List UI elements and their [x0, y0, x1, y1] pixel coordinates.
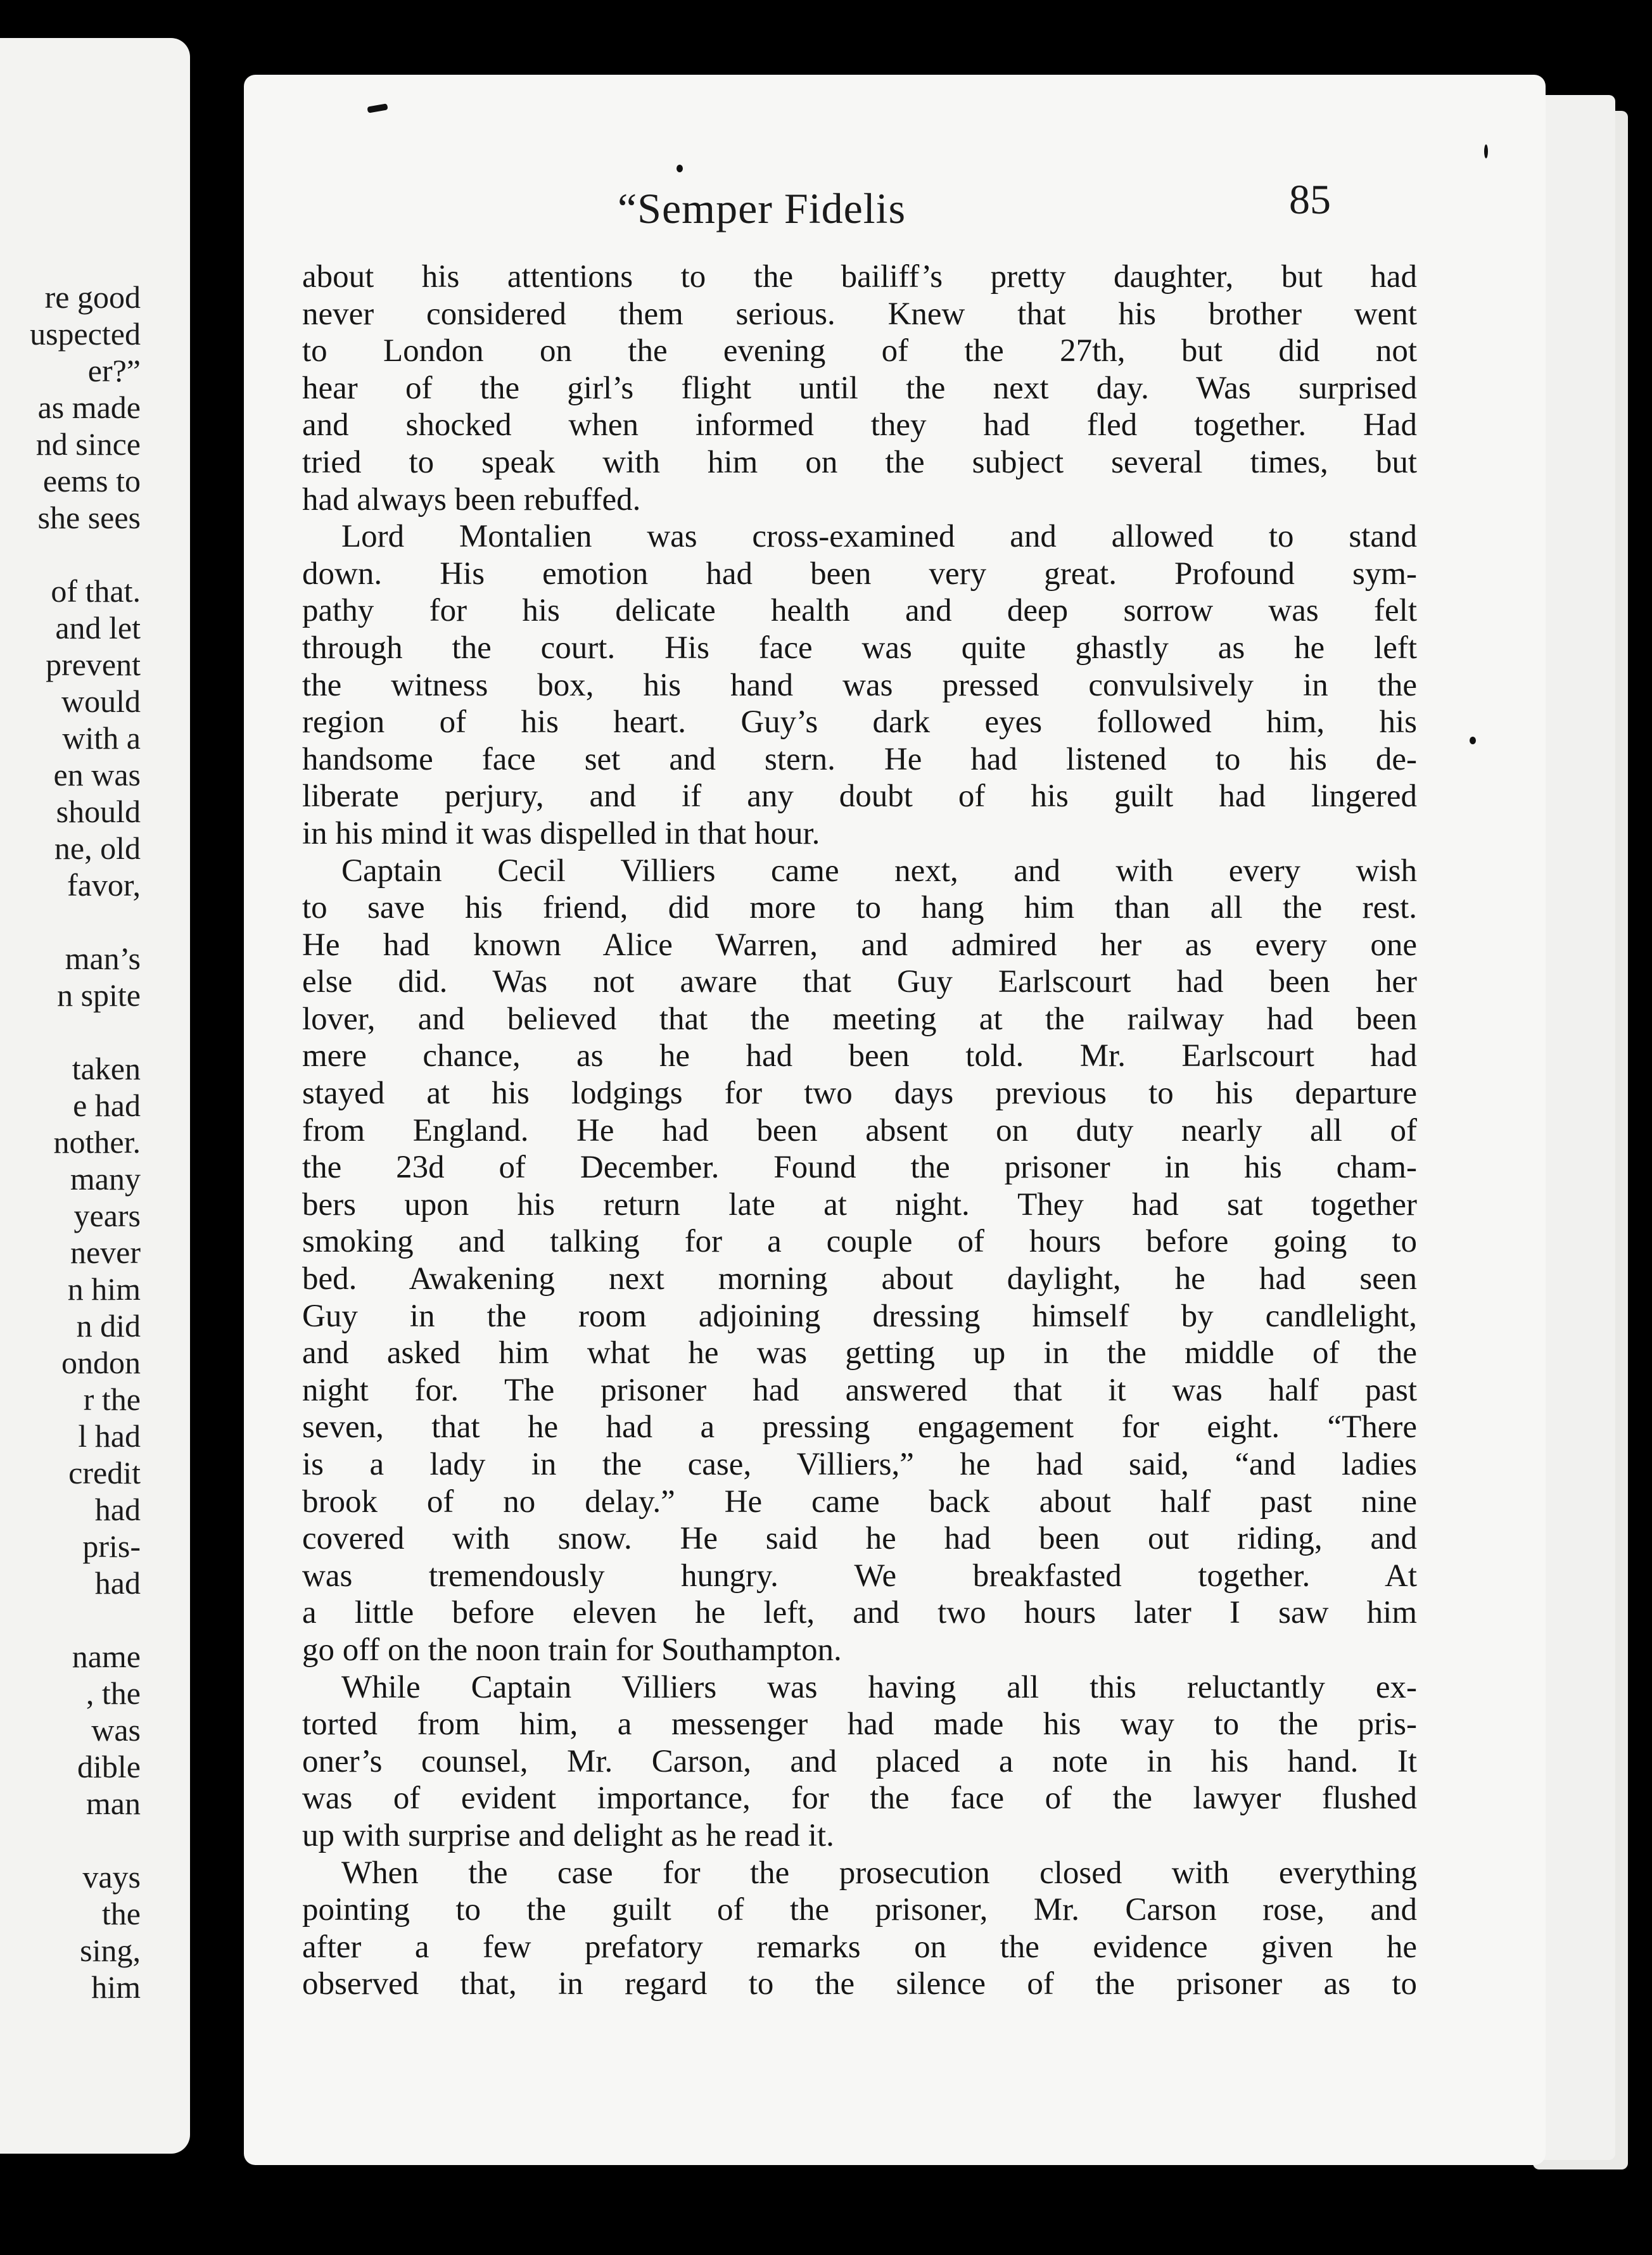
text-line: stayed at his lodgings for two days previous to his departure	[302, 1076, 1417, 1112]
text-line: to London on the evening of the 27th, but did not	[302, 333, 1417, 369]
previous-page-line: she sees	[37, 500, 141, 535]
previous-page-line: e had	[73, 1088, 141, 1123]
text-line: go off on the noon train for Southampton.	[302, 1632, 842, 1668]
previous-page-line: and let	[55, 610, 141, 645]
text-line: from England. He had been absent on duty nearly all of	[302, 1112, 1417, 1148]
text-line: bed. Awakening next morning about daylight, he had seen	[302, 1261, 1417, 1297]
book-gutter	[190, 38, 234, 2154]
previous-page-line: uspected	[30, 316, 141, 352]
text-line: Guy in the room adjoining dressing himself by candlelight,	[302, 1298, 1417, 1334]
ink-mark	[367, 103, 388, 113]
previous-page-line: en was	[53, 757, 141, 792]
text-line: torted from him, a messenger had made his way to the pris-	[302, 1706, 1417, 1743]
previous-page-line: pris-	[82, 1528, 141, 1564]
text-line: night for. The prisoner had answered that it was half past	[302, 1372, 1417, 1408]
text-line: He had known Alice Warren, and admired her as every one	[302, 927, 1417, 963]
previous-page-line: sing,	[80, 1933, 141, 1968]
text-line: Captain Cecil Villiers came next, and with every wish	[341, 853, 1417, 889]
previous-page-line: as made	[37, 390, 141, 425]
book-page	[244, 75, 1546, 2165]
previous-page-line: never	[70, 1235, 141, 1270]
previous-page-line: , the	[86, 1675, 141, 1711]
previous-page-line: l had	[78, 1418, 141, 1454]
text-line: a little before eleven he left, and two hours later I saw him	[302, 1595, 1417, 1631]
previous-page-line: favor,	[67, 867, 141, 903]
text-line: to save his friend, did more to hang him than all the rest.	[302, 890, 1417, 926]
previous-page-line: years	[73, 1198, 141, 1233]
previous-page-line: r the	[83, 1382, 141, 1417]
previous-page-line: credit	[68, 1455, 141, 1490]
previous-page-line: man’s	[65, 941, 141, 976]
text-line: lover, and believed that the meeting at the railway had been	[302, 1001, 1417, 1037]
ink-dot	[1470, 737, 1476, 744]
text-line: While Captain Villiers was having all this reluctantly ex-	[341, 1669, 1417, 1705]
text-line: about his attentions to the bailiff’s pretty daughter, but had	[302, 259, 1417, 295]
text-line: brook of no delay.” He came back about half past nine	[302, 1483, 1417, 1520]
text-line: pathy for his delicate health and deep sorrow was felt	[302, 593, 1417, 629]
text-line: was tremendously hungry. We breakfasted together. At	[302, 1558, 1417, 1594]
previous-page-line: had	[94, 1565, 141, 1601]
previous-page-line: re good	[44, 279, 141, 315]
text-line: through the court. His face was quite ghastly as he left	[302, 630, 1417, 666]
previous-page-line: should	[56, 794, 141, 829]
text-line: and shocked when informed they had fled together. Had	[302, 407, 1417, 443]
previous-page-line: name	[72, 1639, 141, 1674]
text-line: Lord Montalien was cross-examined and allowed to stand	[341, 519, 1417, 555]
text-line: after a few prefatory remarks on the evidence given he	[302, 1929, 1417, 1965]
text-line: and asked him what he was getting up in the middle of the	[302, 1335, 1417, 1371]
text-line: else did. Was not aware that Guy Earlscourt had been her	[302, 964, 1417, 1000]
running-head: “Semper Fidelis	[618, 184, 906, 232]
text-line: handsome face set and stern. He had listened to his de-	[302, 741, 1417, 777]
previous-page-line: n him	[67, 1271, 141, 1307]
text-line: is a lady in the case, Villiers,” he had said, “and ladies	[302, 1447, 1417, 1482]
previous-page-line: vays	[82, 1859, 141, 1895]
previous-page-line: with a	[62, 720, 141, 756]
ink-dot	[677, 165, 683, 172]
previous-page-line: many	[70, 1161, 141, 1197]
text-line: region of his heart. Guy’s dark eyes followed him, his	[302, 704, 1417, 740]
previous-page-line: would	[61, 683, 141, 719]
previous-page-line: had	[94, 1492, 141, 1527]
text-line: seven, that he had a pressing engagement for eight. “There	[302, 1409, 1417, 1445]
text-line: was of evident importance, for the face of the lawyer flushed	[302, 1781, 1417, 1817]
previous-page-line: eems to	[42, 463, 141, 499]
text-line: When the case for the prosecution closed with everything	[341, 1855, 1417, 1891]
text-line: tried to speak with him on the subject several times, but	[302, 444, 1417, 480]
previous-page-line: of that.	[51, 573, 141, 609]
text-line: smoking and talking for a couple of hours before going to	[302, 1224, 1417, 1260]
previous-page-line: ne, old	[54, 830, 141, 866]
previous-page-line: nother.	[53, 1124, 141, 1160]
text-line: in his mind it was dispelled in that hour.	[302, 815, 820, 851]
text-line: liberate perjury, and if any doubt of his guilt had lingered	[302, 778, 1417, 815]
previous-page	[0, 38, 190, 2154]
text-line: oner’s counsel, Mr. Carson, and placed a note in his hand. It	[302, 1743, 1417, 1779]
text-line: mere chance, as he had been told. Mr. Earlscourt had	[302, 1038, 1417, 1074]
text-line: had always been rebuffed.	[302, 481, 641, 518]
text-line: the 23d of December. Found the prisoner in his cham-	[302, 1150, 1417, 1186]
previous-page-line: prevent	[46, 647, 141, 682]
page-header	[244, 177, 1546, 241]
text-line: covered with snow. He said he had been out riding, and	[302, 1521, 1417, 1557]
previous-page-line: dible	[77, 1749, 141, 1784]
body-text	[302, 258, 1417, 2003]
previous-page-line: nd since	[35, 426, 141, 462]
previous-page-line: taken	[72, 1051, 141, 1086]
previous-page-line: n did	[76, 1308, 141, 1343]
text-line: hear of the girl’s flight until the next day. Was surprised	[302, 370, 1417, 406]
text-line: observed that, in regard to the silence of the prisoner as to	[302, 1966, 1417, 2002]
text-line: bers upon his return late at night. They had sat together	[302, 1186, 1417, 1223]
previous-page-line: was	[91, 1712, 141, 1748]
previous-page-line: ondon	[61, 1345, 141, 1380]
previous-page-line: er?”	[87, 353, 141, 388]
previous-page-line: him	[91, 1969, 141, 2005]
previous-page-line: n spite	[57, 977, 141, 1013]
page-number: 85	[1289, 177, 1331, 223]
text-line: never considered them serious. Knew that his brother went	[302, 296, 1417, 332]
text-line: down. His emotion had been very great. Profound sym-	[302, 556, 1417, 592]
text-line: the witness box, his hand was pressed convulsively in the	[302, 667, 1417, 703]
text-line: pointing to the guilt of the prisoner, Mr. Carson rose, and	[302, 1892, 1417, 1928]
ink-dot	[1484, 144, 1488, 158]
text-line: up with surprise and delight as he read it.	[302, 1817, 834, 1853]
previous-page-line: man	[86, 1786, 141, 1821]
previous-page-line: the	[101, 1896, 141, 1931]
